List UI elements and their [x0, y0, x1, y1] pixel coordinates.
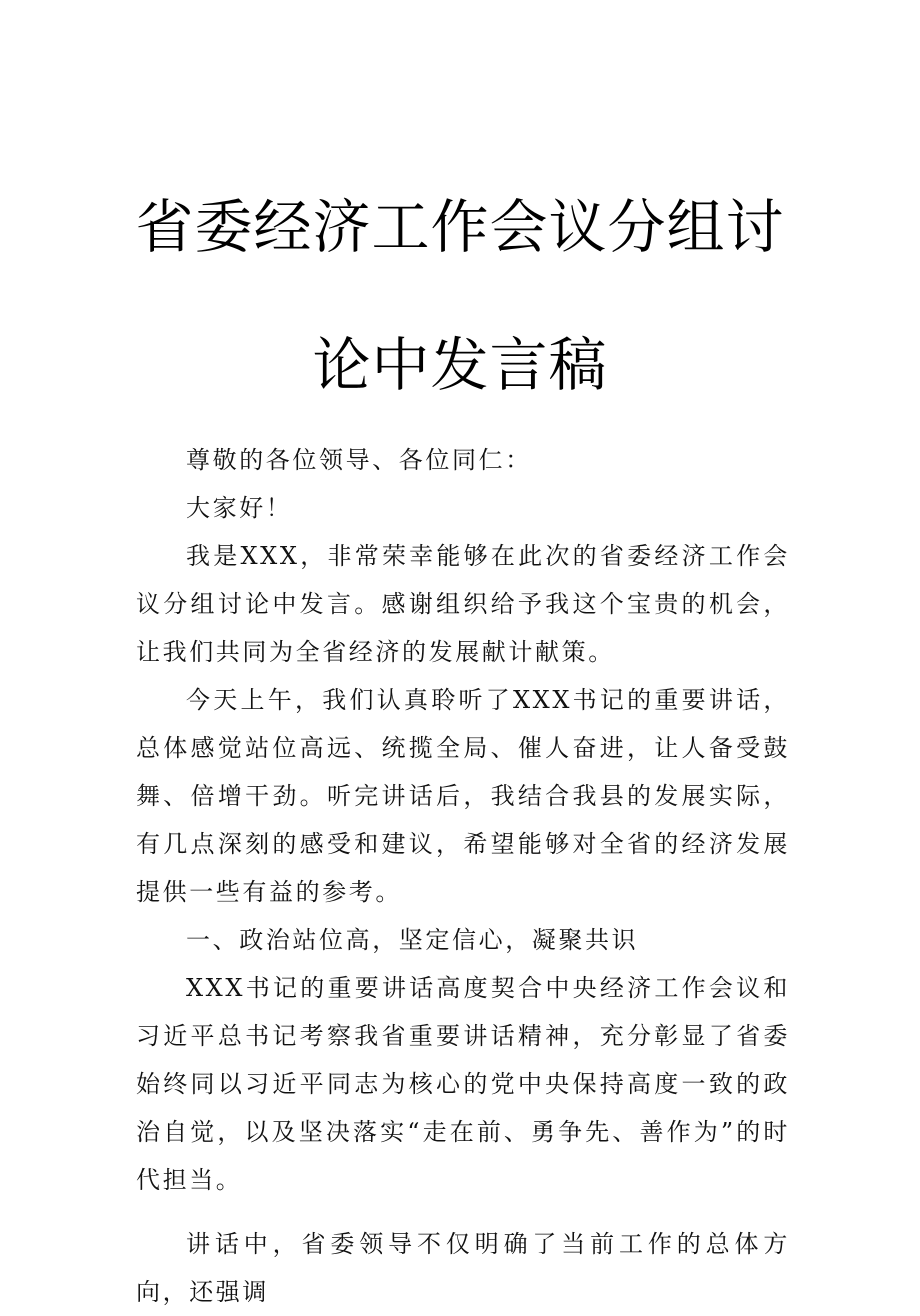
paragraph-intro: 我是XXX，非常荣幸能够在此次的省委经济工作会议分组讨论中发言。感谢组织给予我这个宝贵的机会，让我们共同为全省经济的发展献计献策。	[136, 542, 790, 666]
document-body	[136, 436, 790, 1316]
section-heading-1: 一、政治站位高，坚定信心，凝聚共识	[186, 926, 639, 954]
document-title-line-1: 省委经济工作会议分组讨	[135, 193, 785, 261]
salutation: 尊敬的各位领导、各位同仁：	[186, 446, 532, 474]
paragraph-section-1: XXX书记的重要讲话高度契合中央经济工作会议和习近平总书记考察我省重要讲话精神，充分彰显了省委始终同以习近平同志为核心的党中央保持高度一致的政治自觉，以及坚决落实“走在前、勇争先、善作为”的时代担当。	[136, 974, 790, 1194]
paragraph-impression: 今天上午，我们认真聆听了XXX书记的重要讲话，总体感觉站位高远、统揽全局、催人奋进，让人备受鼓舞、倍增干劲。听完讲话后，我结合我县的发展实际，有几点深刻的感受和建议，希望能够对全省的经济发展提供一些有益的参考。	[136, 686, 790, 906]
greeting: 大家好！	[186, 494, 293, 522]
document-title-line-2: 论中发言稿	[312, 331, 608, 399]
paragraph-continued: 讲话中，省委领导不仅明确了当前工作的总体方向，还强调	[136, 1230, 790, 1306]
